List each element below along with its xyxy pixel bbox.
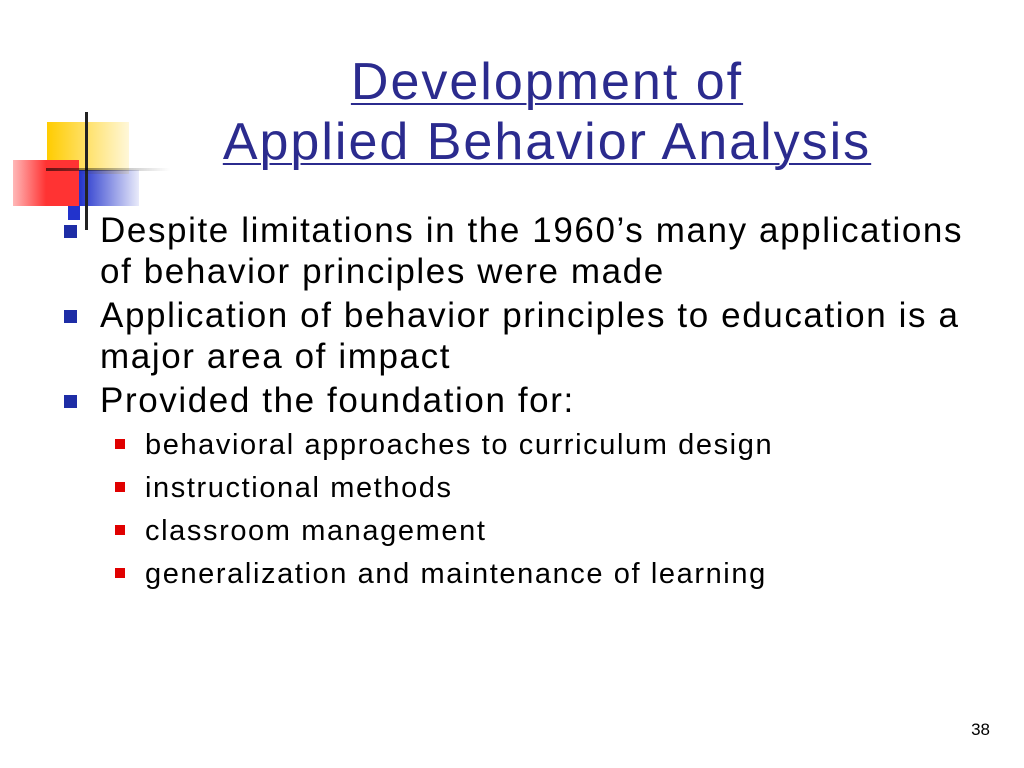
sub-bullet-text: instructional methods [145, 472, 453, 504]
slide-title-line-1: Development of [350, 53, 744, 111]
sub-bullet-item [58, 467, 988, 510]
sub-bullet-item [58, 424, 988, 467]
red-square-bullet-icon [115, 525, 125, 535]
sub-bullet-text: behavioral approaches to curriculum design [145, 429, 774, 461]
blue-square-bullet-icon [64, 395, 77, 408]
blue-square-bullet-icon [64, 310, 77, 323]
sub-bullet-text: generalization and maintenance of learning [145, 558, 767, 590]
bullet-text: Despite limitations in the 1960’s many applications of behavior principles were made [100, 211, 964, 291]
blue-square-bullet-icon [64, 225, 77, 238]
slide-title [0, 52, 1024, 172]
bullet-text: Provided the foundation for: [100, 381, 575, 420]
bullet-list [58, 210, 988, 596]
bullet-text: Application of behavior principles to education is a major area of impact [100, 296, 960, 376]
sub-bullet-item [58, 510, 988, 553]
bullet-item [58, 380, 988, 421]
red-square-bullet-icon [115, 568, 125, 578]
bullet-item [58, 210, 988, 292]
sub-bullet-item [58, 553, 988, 596]
red-square-bullet-icon [115, 482, 125, 492]
bullet-item [58, 295, 988, 377]
red-square-bullet-icon [115, 439, 125, 449]
sub-bullet-text: classroom management [145, 515, 487, 547]
slide-number: 38 [971, 720, 990, 739]
slide-title-line-2: Applied Behavior Analysis [222, 113, 872, 171]
